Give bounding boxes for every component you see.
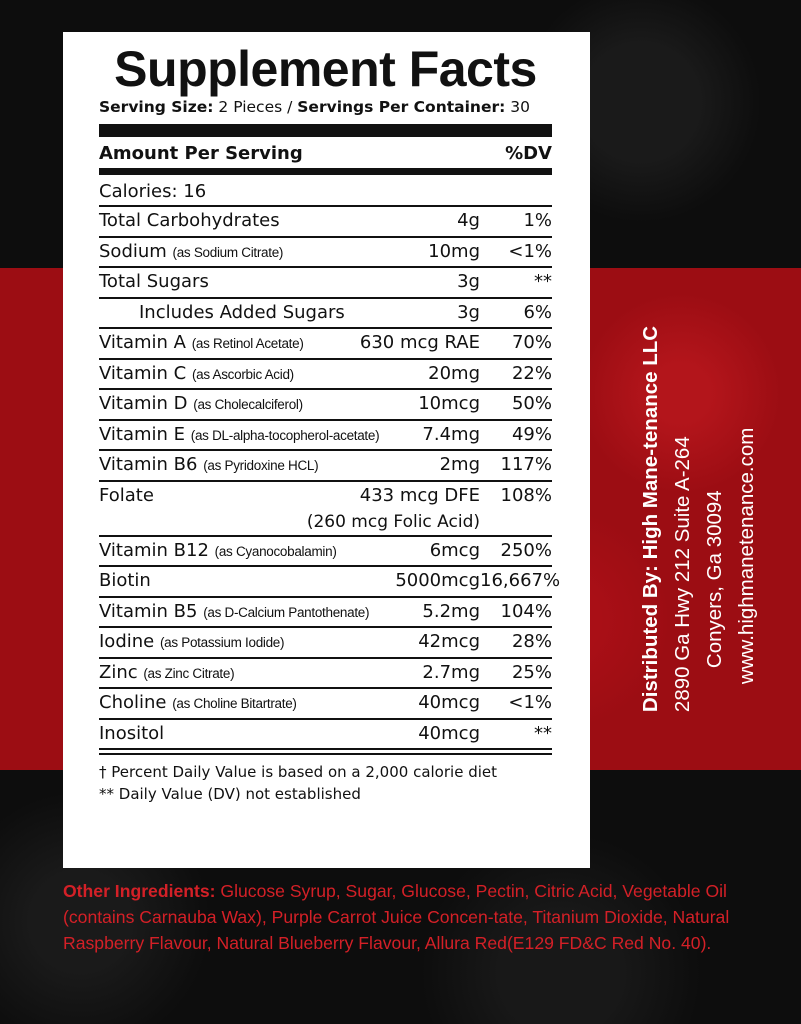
nutrient-row [99,207,552,238]
nutrient-name [99,424,422,445]
nutrient-label: Sodium [99,240,173,262]
supplement-facts-panel [63,32,590,868]
nutrient-source: (as Choline Bitartrate) [172,696,297,711]
nutrient-label: Vitamin A [99,332,192,353]
nutrient-label: Includes Added Sugars [139,301,345,323]
amount-per-serving-label: Amount Per Serving [99,143,303,164]
distributor-website: www.highmanetenance.com [735,427,759,685]
nutrient-name [99,631,418,652]
footnote-not-established: ** Daily Value (DV) not established [99,785,361,803]
nutrient-amount [307,485,480,532]
nutrient-source: (as Sodium Citrate) [172,244,284,260]
nutrient-source: (as Retinol Acetate) [191,336,304,351]
nutrient-label: Choline [99,692,173,713]
nutrient-name [99,454,440,475]
nutrient-source: (as Cholecalciferol) [193,397,303,412]
amount-value: 5.2mg [422,600,480,622]
dv-header: %DV [505,143,552,164]
nutrient-row [99,238,552,269]
nutrient-amount [418,631,480,652]
nutrient-source: (as Ascorbic Acid) [191,366,294,382]
other-ingredients-label: Other Ingredients: [63,881,216,901]
distributor-address-1: 2890 Ga Hwy 212 Suite A-264 [671,436,695,713]
nutrient-row [99,537,552,568]
nutrient-label: Iodine [99,631,160,652]
nutrient-source: (as Zinc Citrate) [143,665,235,681]
amount-value: 7.4mg [422,423,480,445]
amount-value: 3g [457,301,480,323]
nutrient-row [99,598,552,629]
nutrient-name [99,485,307,506]
amount-value: 6mcg [429,539,480,561]
nutrient-dv: 6% [523,301,552,323]
nutrient-row [99,482,552,537]
nutrient-amount [422,662,480,683]
amount-value: 40mcg [418,722,480,744]
distributor-block [598,268,801,770]
nutrient-dv: 25% [511,661,552,683]
serving-size-value: 2 Pieces / [213,98,298,116]
nutrient-dv: <1% [508,240,552,262]
nutrient-dv: ** [534,271,552,292]
nutrient-row [99,451,552,482]
calories: Calories: 16 [99,175,552,207]
nutrient-label: Vitamin E [99,423,191,445]
nutrient-name [99,271,457,292]
nutrient-label: Total Sugars [99,271,209,292]
nutrient-row [99,720,552,751]
nutrient-source: (as D-Calcium Pantothenate) [203,604,370,620]
nutrient-name [99,540,430,561]
nutrient-dv: 16,667% [480,570,561,591]
amount-value: 2mg [439,454,480,475]
nutrient-amount [430,540,480,561]
serving-info [99,98,552,116]
amount-value: 40mcg [418,692,480,713]
nutrient-source: (as Potassium Iodide) [159,635,285,650]
nutrient-label: Total Carbohydrates [99,210,280,231]
nutrient-dv: 117% [500,454,552,475]
nutrient-label: Biotin [99,570,151,591]
nutrient-name [99,302,457,323]
nutrient-label: Vitamin C [99,362,192,384]
other-ingredients-text: Glucose Syrup, Sugar, Glucose, Pectin, Citric Acid, Vegetable Oil (contains Carnauba Wax), Purple Carrot Juice Concen-tate, Titanium Dioxide, Natural Raspberry Flavour, Natural Blueberry Flavour, Allura Red(E129 FD&C Red No. 40). [63,881,730,953]
nutrient-label: Vitamin B5 [99,600,204,622]
folic-acid-note: (260 mcg Folic Acid) [306,511,480,532]
nutrient-amount [422,424,480,445]
nutrient-name [99,363,428,384]
nutrient-label: Vitamin B6 [99,454,204,475]
nutrient-dv: 22% [511,362,552,384]
nutrient-row [99,421,552,452]
nutrient-name [99,332,360,353]
nutrient-table [99,207,561,750]
amount-value: 42mcg [418,631,480,652]
nutrient-row [99,329,552,360]
nutrient-name [99,210,457,231]
panel-title: Supplement Facts [114,41,537,97]
amount-value: 5000mcg [395,570,480,591]
nutrient-amount [428,363,480,384]
nutrient-amount [440,454,480,475]
nutrient-dv: 1% [523,210,552,231]
servings-per-container-value: 30 [505,98,530,116]
nutrient-name [99,601,422,622]
nutrient-amount [457,271,480,292]
nutrient-name [99,241,428,262]
footnotes [99,753,552,805]
nutrient-row [99,390,552,421]
amount-value: 630 mcg RAE [359,332,480,353]
distributor-label: Distributed By: [639,565,663,713]
nutrient-source: (as Cyanocobalamin) [214,543,337,559]
amount-value: 10mcg [418,393,480,414]
nutrient-dv: ** [534,722,552,744]
divider-medium [99,168,552,175]
nutrient-name [99,662,422,683]
distributor-name: High Mane-tenance LLC [639,325,663,566]
nutrient-label: Folate [99,484,154,506]
amount-value: 3g [457,271,480,292]
nutrient-label: Zinc [99,661,144,683]
nutrient-name [99,723,418,744]
nutrient-row [99,268,552,299]
nutrient-dv: 49% [511,423,552,445]
nutrient-amount [418,393,480,414]
nutrient-amount [457,302,480,323]
distributor-address-2: Conyers, Ga 30094 [703,490,727,669]
nutrient-amount [457,210,480,231]
nutrient-amount [395,570,480,591]
amount-value: 20mg [428,362,480,384]
nutrient-row [99,659,552,690]
nutrient-label: Inositol [99,722,165,744]
nutrient-row [99,299,552,330]
nutrient-amount [428,241,480,262]
nutrient-row [99,689,552,720]
nutrient-name [99,393,418,414]
nutrient-name [99,570,395,591]
nutrient-label: Vitamin D [99,393,194,414]
nutrient-dv: 28% [511,631,552,652]
amount-header [99,137,552,168]
serving-size-label: Serving Size: [99,98,214,116]
nutrient-source: (as Pyridoxine HCL) [203,458,319,473]
nutrient-dv: 250% [500,539,552,561]
footnote-dv: † Percent Daily Value is based on a 2,000 calorie diet [99,763,497,781]
amount-value: 433 mcg DFE [359,484,480,506]
nutrient-row [99,567,561,598]
nutrient-row [99,628,552,659]
nutrient-dv: 70% [511,332,552,353]
other-ingredients [63,878,753,956]
amount-value: 2.7mg [422,661,480,683]
nutrient-dv: 104% [500,600,552,622]
nutrient-dv: 108% [500,484,552,506]
nutrient-dv: 50% [511,393,552,414]
nutrient-amount [418,692,480,713]
nutrient-amount [360,332,480,353]
amount-value: 4g [457,210,480,231]
amount-value: 10mg [428,240,480,262]
nutrient-source: (as DL-alpha-tocopherol-acetate) [190,427,380,443]
nutrient-label: Vitamin B12 [99,539,215,561]
nutrient-amount [418,723,480,744]
servings-per-container-label: Servings Per Container: [297,98,506,116]
nutrient-row [99,360,552,391]
divider-thick [99,124,552,137]
nutrient-name [99,692,418,713]
nutrient-dv: <1% [508,692,552,713]
nutrient-amount [422,601,480,622]
